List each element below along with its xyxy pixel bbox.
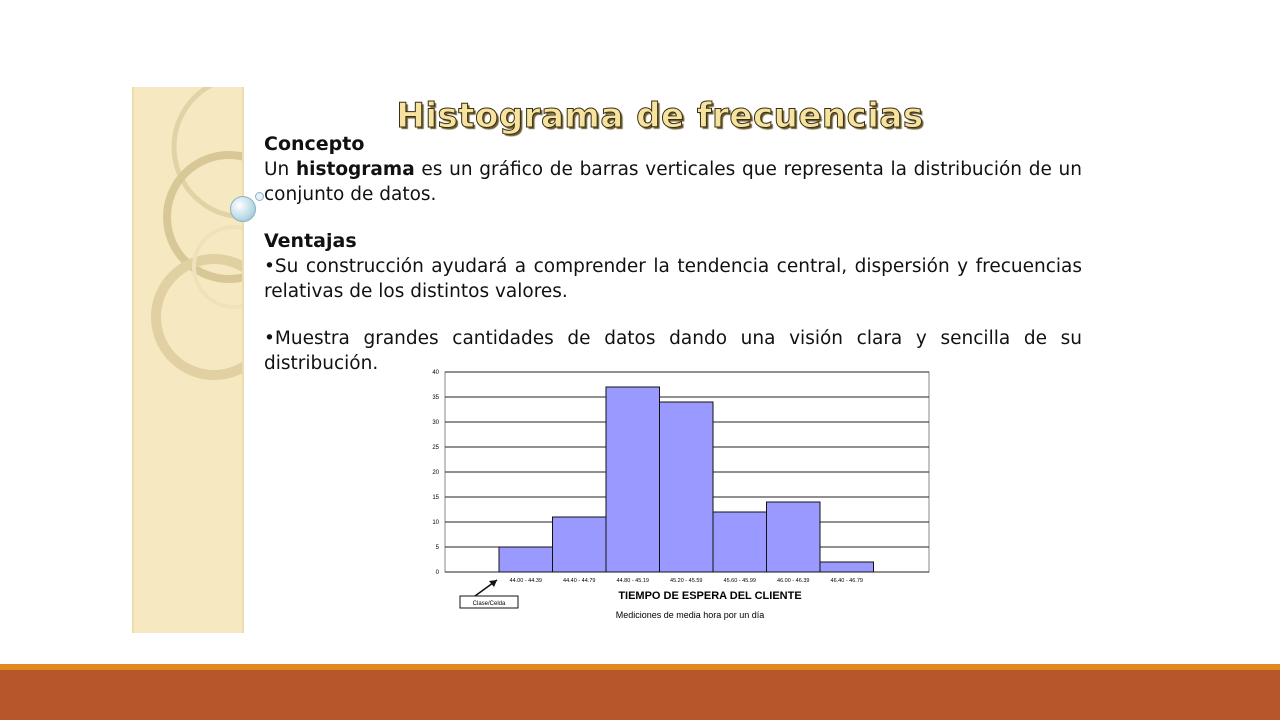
advantages-heading: Ventajas [264, 230, 357, 252]
x-tick-label: 45.20 - 45.59 [670, 578, 703, 584]
y-tick-label: 35 [432, 395, 439, 401]
y-tick-label: 40 [432, 370, 439, 376]
histogram-chart [405, 368, 945, 630]
chart-subtitle: Mediciones de media hora por un día [615, 610, 765, 620]
concept-text-pre: Un [264, 159, 296, 180]
histogram-bar [499, 547, 553, 572]
x-tick-label: 44.00 - 44.39 [509, 578, 542, 584]
decorative-bubble-small [255, 192, 264, 201]
concept-text [264, 157, 1082, 207]
histogram-bar [553, 517, 607, 572]
x-tick-label: 44.80 - 45.19 [616, 578, 649, 584]
x-tick-label: 45.60 - 45.99 [723, 578, 756, 584]
x-tick-label: 44.40 - 44.79 [563, 578, 596, 584]
histogram-svg [405, 368, 945, 630]
decorative-circles [134, 87, 242, 633]
histogram-bar [820, 562, 874, 572]
histogram-bar [606, 387, 660, 572]
footer-bar [0, 670, 1280, 720]
decorative-side-panel [132, 87, 244, 633]
advantage-item-1: •Su construcción ayudará a comprender la tendencia central, dispersión y frecuencias relativas de los distintos valores. [264, 256, 1082, 302]
y-tick-label: 10 [432, 520, 439, 526]
y-tick-label: 15 [432, 495, 439, 501]
chart-title: TIEMPO DE ESPERA DEL CLIENTE [618, 590, 802, 602]
concept-heading: Concepto [264, 133, 365, 155]
histogram-bar [660, 402, 714, 572]
x-tick-label: 46.00 - 46.39 [777, 578, 810, 584]
y-tick-label: 25 [432, 445, 439, 451]
histogram-bar [767, 502, 821, 572]
histogram-bar [713, 512, 767, 572]
x-tick-label: 46.40 - 46.79 [830, 578, 863, 584]
advantage-item-2: •Muestra grandes cantidades de datos dando una visión clara y sencilla de su distribución. [264, 328, 1082, 374]
y-tick-label: 30 [432, 420, 439, 426]
concept-text-post: es un gráfico de barras verticales que representa la distribución de un conjunto de datos. [264, 159, 1082, 205]
y-tick-label: 20 [432, 470, 439, 476]
y-tick-label: 5 [435, 545, 439, 551]
concept-keyword: histograma [295, 159, 415, 180]
decorative-bubble-large [230, 196, 256, 222]
y-tick-label: 0 [435, 570, 439, 576]
annotation-arrowhead [489, 580, 497, 587]
slide-content [264, 132, 1082, 376]
annotation-label: Clase/Celda [472, 601, 506, 607]
slide-title: Histograma de frecuencias [396, 96, 924, 136]
